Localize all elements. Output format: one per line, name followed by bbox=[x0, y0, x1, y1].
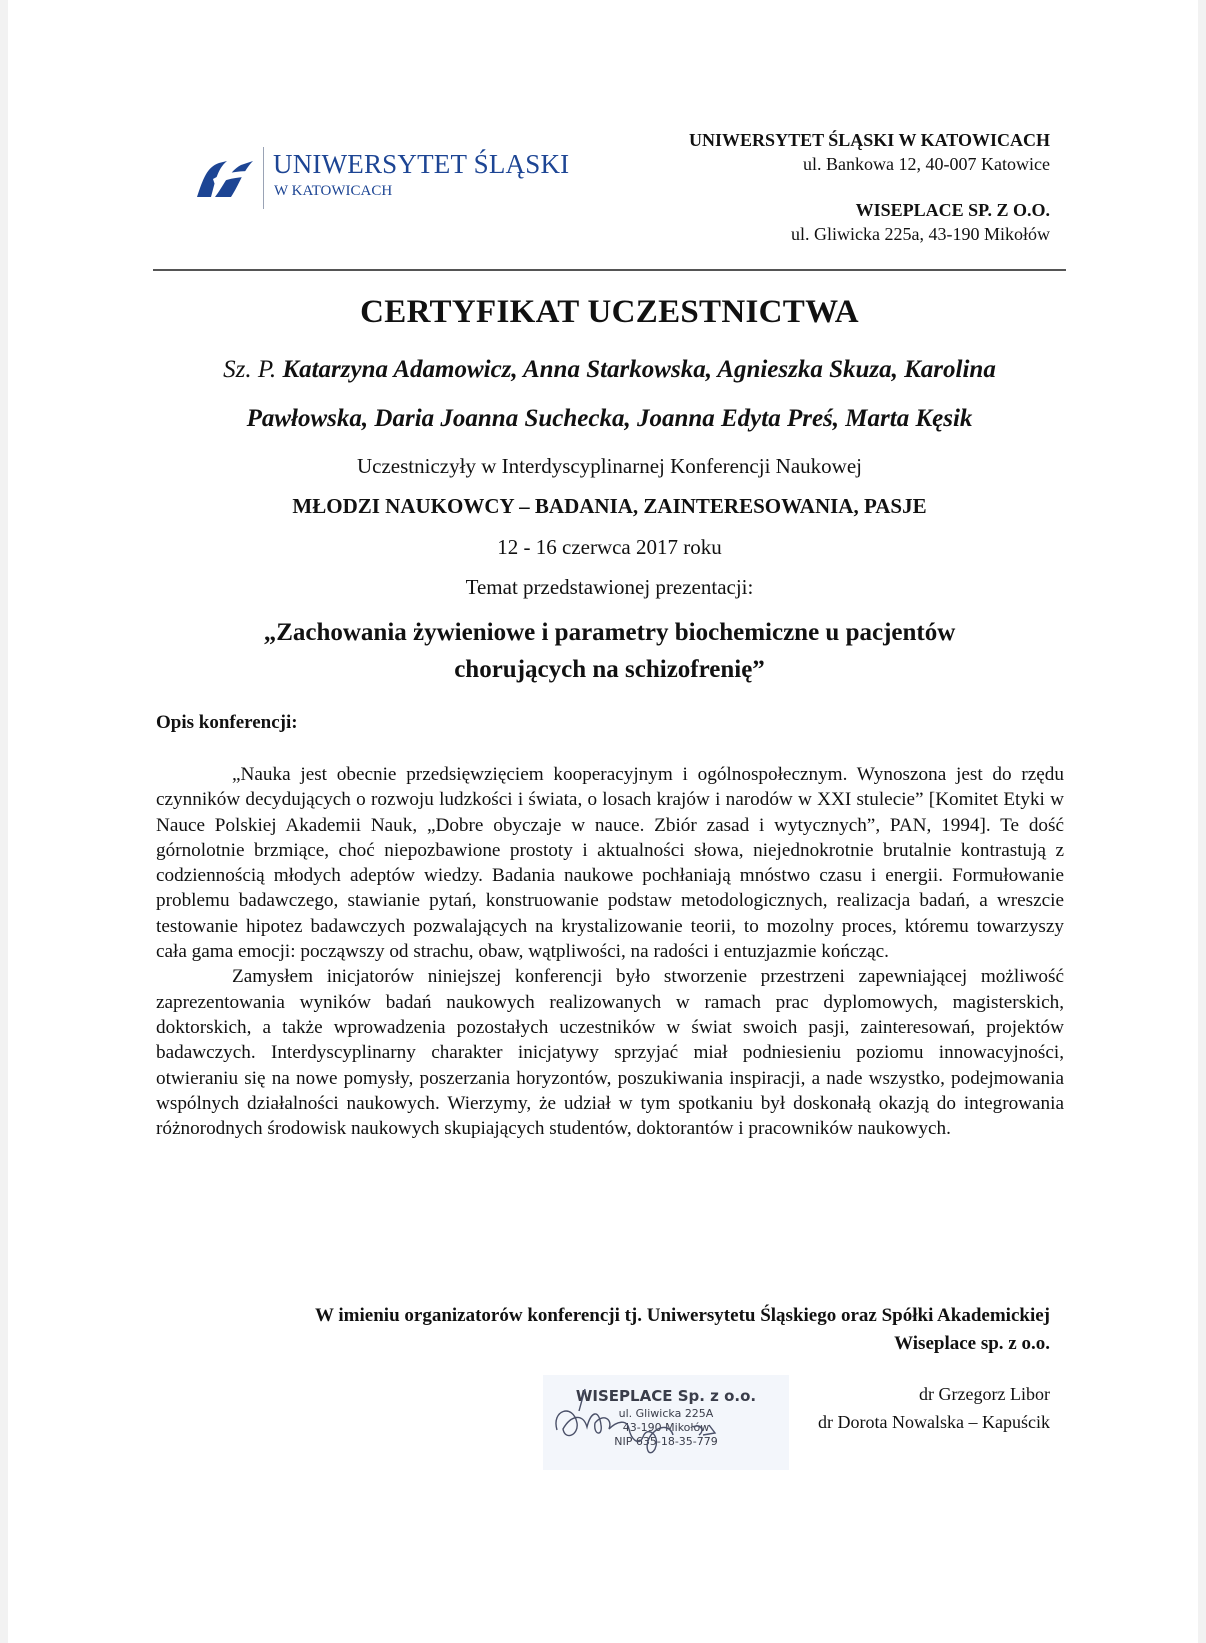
presentation-topic bbox=[153, 614, 1066, 688]
header-divider bbox=[153, 269, 1066, 271]
description-label: Opis konferencji: bbox=[156, 712, 298, 733]
handwritten-signature-icon bbox=[543, 1375, 789, 1470]
organizer-university bbox=[689, 128, 1050, 176]
company-stamp bbox=[543, 1375, 789, 1470]
description-paragraph: „Nauka jest obecnie przedsięwzięciem kooperacyjnym i ogólnospołecznym. Wynoszona jest do rzędu czynników decydujących o rozwoju ludzkości i świata, o losach krajów i narodów w XXI stulecie” [Komitet Etyki w Nauce Polskiej Akademii Nauk, „Dobre obyczaje w nauce. Zbiór zasad i wytycznych”, PAN, 1994]. Te dość górnolotnie brzmiące, choć niepozbawione prostoty i aktualności słowa, niejednokrotnie brutalnie kontrastują z codziennością młodych adeptów wiedzy. Badania naukowe pochłaniają mnóstwo czasu i energii. Formułowanie problemu badawczego, stawianie pytań, konstruowanie podstaw metodologicznych, realizacja badań, a wreszcie testowanie hipotez badawczych pozwalających na krystalizowanie teorii, to mozolny proces, któremu towarzyszy cała gama emocji: począwszy od strachu, obaw, wątpliwości, na radości i entuzjazmie kończąc. bbox=[156, 764, 1064, 963]
participation-statement: Uczestniczyły w Interdyscyplinarnej Konferencji Naukowej bbox=[357, 454, 862, 478]
organizer-name: UNIWERSYTET ŚLĄSKI W KATOWICACH bbox=[689, 130, 1050, 150]
on-behalf-line2: Wiseplace sp. z o.o. bbox=[894, 1333, 1050, 1354]
university-logo bbox=[193, 145, 570, 215]
signatory-name: dr Dorota Nowalska – Kapuścik bbox=[818, 1412, 1050, 1432]
university-emblem-icon bbox=[193, 157, 255, 199]
names: Katarzyna Adamowicz, Anna Starkowska, Agnieszka Skuza, Karolina bbox=[282, 356, 996, 383]
stamp-city: 43-190 Mikołów bbox=[622, 1421, 710, 1434]
signatories bbox=[818, 1380, 1050, 1436]
organizer-address: ul. Bankowa 12, 40-007 Katowice bbox=[803, 154, 1050, 174]
stamp-street: ul. Gliwicka 225A bbox=[618, 1407, 714, 1420]
on-behalf-statement bbox=[315, 1302, 1050, 1358]
certificate-page bbox=[8, 0, 1198, 1643]
salutation: Sz. P. bbox=[223, 356, 277, 383]
topic-label: Temat przedstawionej prezentacji: bbox=[465, 575, 754, 599]
on-behalf-line1: W imieniu organizatorów konferencji tj. Uniwersytetu Śląskiego oraz Spółki Akademickiej bbox=[315, 1305, 1050, 1326]
organizer-name: WISEPLACE SP. Z O.O. bbox=[855, 200, 1050, 220]
logo-university-name: UNIWERSYTET ŚLĄSKI bbox=[273, 149, 570, 179]
conference-description bbox=[156, 762, 1064, 1141]
organizer-address: ul. Gliwicka 225a, 43-190 Mikołów bbox=[791, 224, 1050, 244]
logo-university-city: W KATOWICACH bbox=[274, 183, 393, 199]
conference-name: MŁODZI NAUKOWCY – BADANIA, ZAINTERESOWANIA, PASJE bbox=[292, 494, 927, 518]
conference-dates: 12 - 16 czerwca 2017 roku bbox=[497, 535, 722, 559]
description-paragraph: Zamysłem inicjatorów niniejszej konferencji było stworzenie przestrzeni zapewniającej możliwość zaprezentowania wyników badań naukowych realizowanych w ramach prac dyplomowych, magisterskich, doktorskich, a także wprowadzenia pozostałych uczestników w świat swoich pasji, zainteresowań, projektów badawczych. Interdyscyplinarny charakter inicjatywy sprzyjać miał podniesieniu poziomu innowacyjności, otwieraniu się na nowe pomysły, poszerzania horyzontów, poszukiwania inspiracji, a nade wszystko, podejmowania wspólnych działalności naukowych. Wierzymy, że udział w tym spotkaniu był doskonałą okazją do integrowania różnorodnych środowisk naukowych skupiających studentów, doktorantów i pracowników naukowych. bbox=[156, 966, 1064, 1140]
participant-names-line2: Pawłowska, Daria Joanna Suchecka, Joanna Edyta Preś, Marta Kęsik bbox=[246, 405, 973, 432]
logo-divider bbox=[263, 147, 264, 209]
stamp-company: WISEPLACE Sp. z o.o. bbox=[575, 1387, 757, 1405]
topic-line2: chorujących na schizofrenię” bbox=[454, 656, 765, 683]
signatory-name: dr Grzegorz Libor bbox=[919, 1384, 1050, 1404]
organizer-company bbox=[791, 198, 1050, 246]
topic-line1: „Zachowania żywieniowe i parametry biochemiczne u pacjentów bbox=[263, 619, 956, 646]
participant-names-line1 bbox=[153, 356, 1066, 384]
stamp-nip: NIP 635-18-35-779 bbox=[614, 1435, 718, 1448]
certificate-title: CERTYFIKAT UCZESTNICTWA bbox=[360, 294, 859, 330]
